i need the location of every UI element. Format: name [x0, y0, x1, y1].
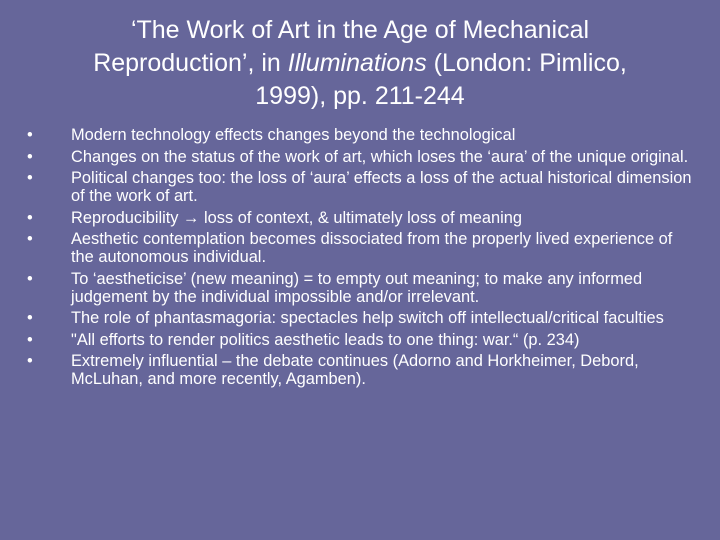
bullet-icon: • — [27, 330, 33, 349]
title-line-2-start: Reproduction’, in — [93, 49, 288, 77]
bullet-item — [26, 169, 696, 205]
bullet-text: Extremely influential – the debate continues (Adorno and Horkheimer, Debord, McLuhan, and more recently, Agamben). — [71, 352, 639, 388]
bullet-item — [26, 352, 696, 388]
bullet-text: Aesthetic contemplation becomes dissociated from the properly lived experience of the autonomous individual. — [71, 230, 673, 266]
bullet-text: Political changes too: the loss of ‘aura’ effects a loss of the actual historical dimension of the work of art. — [71, 169, 692, 205]
bullet-item — [26, 148, 696, 166]
bullet-icon: • — [27, 126, 33, 144]
bullet-icon: • — [27, 208, 33, 227]
bullet-icon: • — [27, 352, 33, 370]
bullet-list — [26, 126, 696, 392]
slide-title — [40, 14, 680, 113]
bullet-text: To ‘aestheticise’ (new meaning) = to empty out meaning; to make any informed judgement by the individual impossible and/or irrelevant. — [71, 269, 643, 306]
book-title: Illuminations — [287, 49, 427, 77]
title-line-2 — [40, 47, 680, 80]
bullet-icon: • — [27, 269, 33, 288]
bullet-item — [26, 126, 696, 144]
bullet-item — [26, 331, 696, 349]
title-line-3: 1999), pp. 211-244 — [255, 82, 465, 110]
bullet-item — [26, 209, 696, 227]
bullet-text: Modern technology effects changes beyond the technological — [71, 126, 516, 144]
bullet-text: Reproducibility → loss of context, & ultimately loss of meaning — [71, 208, 522, 227]
bullet-icon: • — [27, 309, 33, 327]
bullet-icon: • — [27, 169, 33, 187]
bullet-item — [26, 270, 696, 306]
title-line-2-end: (London: Pimlico, — [426, 49, 627, 77]
bullet-icon: • — [27, 147, 33, 166]
bullet-icon: • — [27, 230, 33, 248]
bullet-text: Changes on the status of the work of art, which loses the ‘aura’ of the unique original. — [71, 147, 689, 166]
bullet-text: "All efforts to render politics aesthetic leads to one thing: war.“ (p. 234) — [71, 330, 580, 349]
title-line-1: ‘The Work of Art in the Age of Mechanical — [130, 16, 590, 44]
bullet-item — [26, 230, 696, 266]
bullet-text: The role of phantasmagoria: spectacles help switch off intellectual/critical faculties — [71, 309, 664, 327]
bullet-item — [26, 309, 696, 327]
